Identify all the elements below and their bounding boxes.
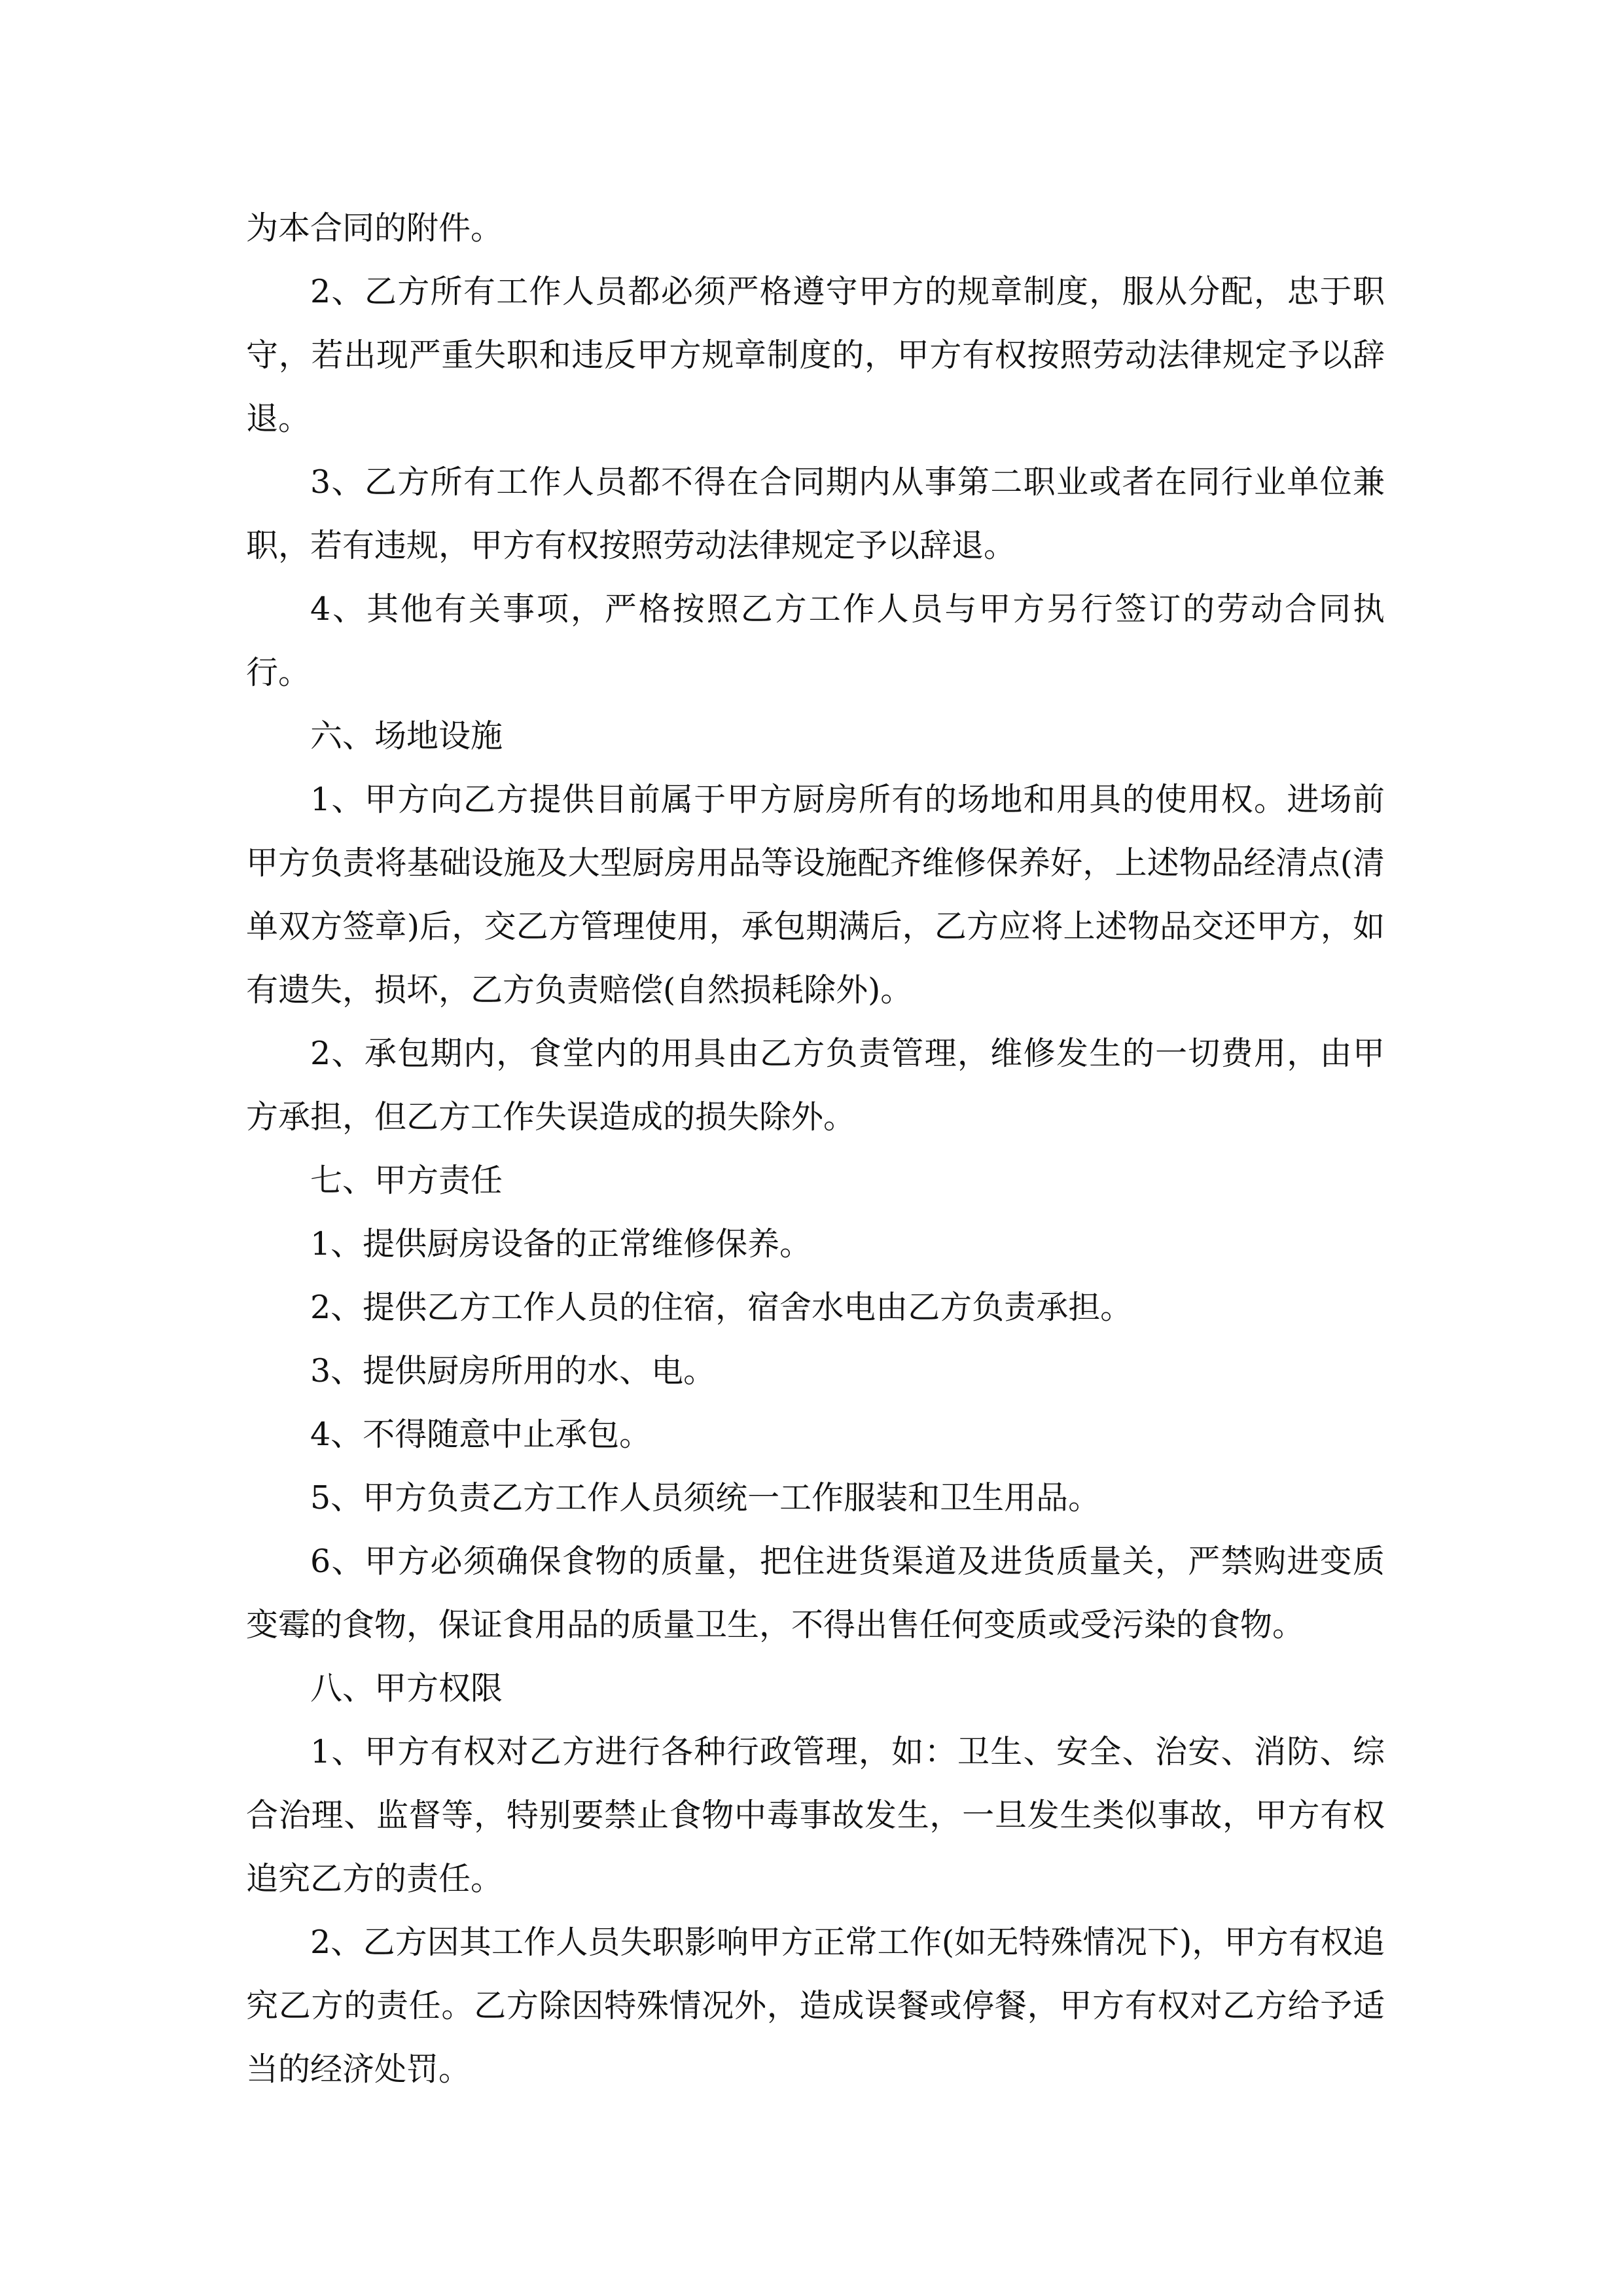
clause-6-item-2: 2、承包期内，食堂内的用具由乙方负责管理，维修发生的一切费用，由甲方承担，但乙方工作失误造成的损失除外。 [246, 1035, 1385, 1136]
paragraph-continuation: 为本合同的附件。 [246, 209, 503, 247]
clause-7-item-6: 6、甲方必须确保食物的质量，把住进货渠道及进货质量关，严禁购进变质变霉的食物，保证食用品的质量卫生，不得出售任何变质或受污染的食物。 [246, 1543, 1385, 1643]
clause-5-item-4: 4、其他有关事项，严格按照乙方工作人员与甲方另行签订的劳动合同执行。 [246, 590, 1385, 691]
clause-7-item-5: 5、甲方负责乙方工作人员须统一工作服装和卫生用品。 [310, 1479, 1101, 1516]
clause-8-item-1: 1、甲方有权对乙方进行各种行政管理，如：卫生、安全、治安、消防、综合治理、监督等，特别要禁止食物中毒事故发生，一旦发生类似事故，甲方有权追究乙方的责任。 [246, 1733, 1385, 1897]
section-heading-8: 八、甲方权限 [310, 1670, 503, 1707]
clause-7-item-1: 1、提供厨房设备的正常维修保养。 [310, 1225, 812, 1263]
clause-7-item-4: 4、不得随意中止承包。 [310, 1416, 652, 1453]
clause-5-item-3: 3、乙方所有工作人员都不得在合同期内从事第二职业或者在同行业单位兼职，若有违规，甲方有权按照劳动法律规定予以辞退。 [246, 463, 1385, 564]
clause-7-item-3: 3、提供厨房所用的水、电。 [310, 1352, 716, 1390]
section-heading-6: 六、场地设施 [310, 717, 503, 755]
clause-7-item-2: 2、提供乙方工作人员的住宿，宿舍水电由乙方负责承担。 [310, 1289, 1133, 1326]
document-body [246, 196, 1385, 2101]
section-heading-7: 七、甲方责任 [310, 1162, 503, 1199]
clause-6-item-1: 1、甲方向乙方提供目前属于甲方厨房所有的场地和用具的使用权。进场前甲方负责将基础设施及大型厨房用品等设施配齐维修保养好，上述物品经清点(清单双方签章)后，交乙方管理使用，承包期满后，乙方应将上述物品交还甲方，如有遗失，损坏，乙方负责赔偿(自然损耗除外)。 [246, 781, 1385, 1009]
clause-5-item-2: 2、乙方所有工作人员都必须严格遵守甲方的规章制度，服从分配，忠于职守，若出现严重失职和违反甲方规章制度的，甲方有权按照劳动法律规定予以辞退。 [246, 273, 1385, 437]
clause-8-item-2: 2、乙方因其工作人员失职影响甲方正常工作(如无特殊情况下)，甲方有权追究乙方的责任。乙方除因特殊情况外，造成误餐或停餐，甲方有权对乙方给予适当的经济处罚。 [246, 1924, 1385, 2088]
